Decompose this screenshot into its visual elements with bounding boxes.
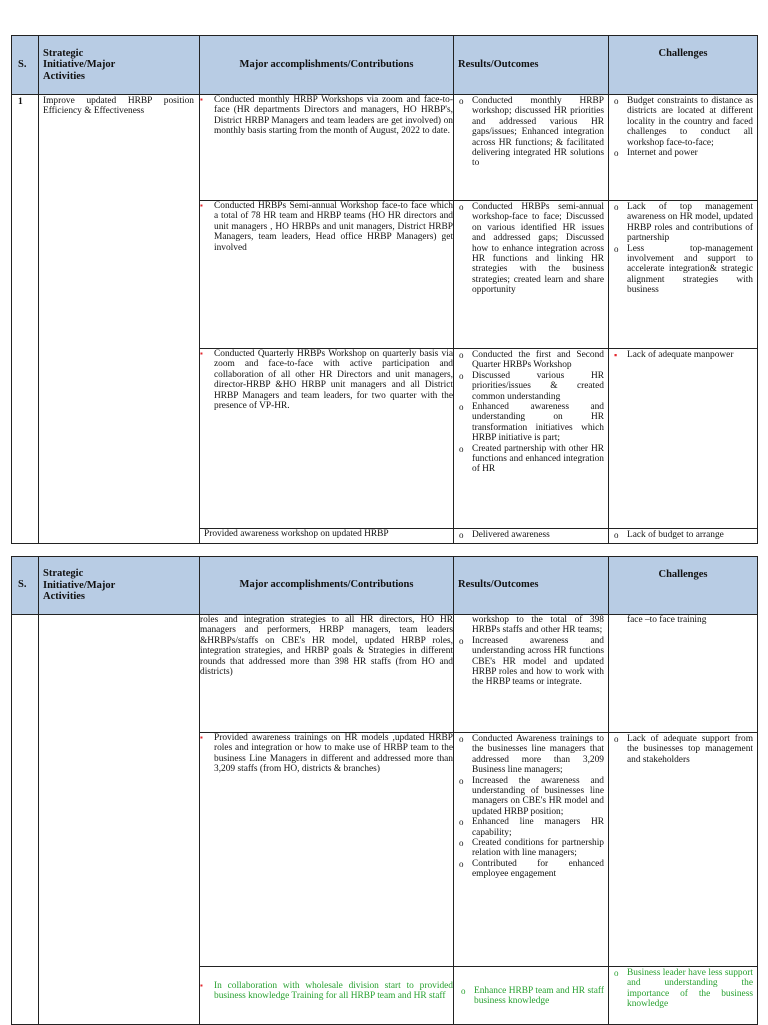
accomplishment-text: roles and integration strategies to all HR directors, HO HR managers and performers, HRBP managers, team leaders &HRBPs/staffs on CBE's HR model, updated HRBP roles, integration strategies, and HRBP goals & Strategies in different rounds that addressed more than 398 HR staffs (from HO and districts) [200,615,453,678]
challenges-cell [609,967,758,1025]
result-item: o Conducted the first and Second Quarter HRBPs Workshop [458,350,604,371]
red-square-bullet-icon: ▪ [200,95,203,104]
result-item: o Increased awareness and understanding across HR functions CBE's HR model and updated HRBP roles and how to work with the HRBP teams or integrate. [458,636,604,688]
result-item: o Enhanced line managers HR capability; [458,817,604,838]
hr-activities-table-1 [11,35,758,544]
red-square-bullet-icon: ▪ [200,981,203,990]
initiative-empty [39,615,200,1025]
results-cell [454,733,609,967]
accomplishment-cell [200,201,454,349]
accomplishment-text: Conducted monthly HRBP Workshops via zoom and face-to-face (HR departments Directors and managers, HO HRBP's, District HRBP Managers and team leaders are get involved) on monthly basis starting from the month of August, 2022 to date. [214,95,453,137]
header-initiative-line: Strategic [43,568,84,580]
results-cell [454,529,609,544]
accomplishment-cell [200,733,454,967]
header-initiative [39,557,200,615]
hr-activities-table-2 [11,556,758,1025]
header-results: Results/Outcomes [454,557,609,615]
challenges-cell [609,349,758,529]
header-challenges: Challenges [609,557,758,615]
challenges-cell [609,615,758,733]
challenge-item: o Lack of top management awareness on HR model, updated HRBP roles and contributions of partnership [613,202,753,244]
header-challenges: Challenges [609,36,758,95]
accomplishment-cell [200,529,454,544]
header-accomplishments: Major accomplishments/Contributions [200,557,454,615]
row-number-empty [12,615,39,1025]
result-item: o Conducted HRBPs semi-annual workshop-face to face; Discussed on various identified HR issues and addressed gaps; Discussed how to enhance integration across HR functions and linking HR strategies with the business strategies; created learn and share opportunity [458,202,604,296]
accomplishment-cell [200,349,454,529]
challenges-cell [609,201,758,349]
table-header-row [12,557,758,615]
header-sno: S. [12,36,39,95]
header-initiative-line: Activities [43,591,85,603]
table-row [12,615,758,733]
challenge-item: o Lack of budget to arrange [613,530,753,540]
challenge-item: o Business leader have less support and understanding the importance of the business knowledge [613,968,753,1010]
header-initiative-line: Initiative/Major [43,579,116,591]
header-initiative-line: Initiative/Major [43,59,116,71]
table-header-row [12,36,758,95]
challenge-continued-text: face –to face training [627,615,707,625]
results-cell [454,615,609,733]
header-initiative-line: Strategic [43,47,84,59]
challenge-item: o Less top-management involvement and support to accelerate integration& strategic alignment strategies with business [613,244,753,296]
red-square-bullet-icon: ▪ [200,733,203,742]
result-item: o Created partnership with other HR functions and enhanced integration of HR [458,444,604,475]
accomplishment-text: Conducted HRBPs Semi-annual Workshop face-to face which a total of 78 HR team and HRBP teams (HO HR directors and unit managers , HO HRBPs and unit managers, District HRBP Managers, team leaders, Head office HRBP Managers) get involved [214,201,453,253]
accomplishment-cell [200,615,454,733]
challenge-item: ▪ Lack of adequate manpower [613,350,753,360]
result-item: o Created conditions for partnership relation with line managers; [458,838,604,859]
result-item: o Increased the awareness and understanding of businesses line managers on CBE's HR model and updated HRBP position; [458,776,604,818]
challenges-cell [609,95,758,201]
red-square-bullet-icon: ▪ [200,349,203,358]
result-item: o Enhance HRBP team and HR staff business knowledge [460,986,604,1007]
header-initiative-line: Activities [43,70,85,82]
header-results: Results/Outcomes [454,36,609,95]
table-row [12,95,758,201]
header-sno: S. [12,557,39,615]
result-item: o Conducted Awareness trainings to the businesses line managers that addressed more than 3,209 Business line managers; [458,734,604,776]
initiative-text: Improve updated HRBP position Efficiency & Effectiveness [39,95,200,544]
accomplishment-text: In collaboration with wholesale division start to provided business knowledge Training for all HRBP team and HR staff [214,981,453,1002]
result-item: o Contributed for enhanced employee engagement [458,859,604,880]
result-item: o Enhanced awareness and understanding on HR transformation initiatives which HRBP initiative is part; [458,402,604,444]
results-cell [454,349,609,529]
accomplishment-cell [200,95,454,201]
result-item: o Conducted monthly HRBP workshop; discussed HR priorities and addressed various HR gaps/issues; Enhanced integration across HR functions; & facilitated delivering integrated HR solutions to [458,96,604,169]
challenges-cell [609,529,758,544]
results-cell [454,95,609,201]
challenge-item: o Lack of adequate support from the businesses top management and stakeholders [613,734,753,765]
challenge-item: o Internet and power [613,148,753,158]
result-item: o Delivered awareness [458,530,604,540]
results-cell [454,967,609,1025]
challenges-cell [609,733,758,967]
accomplishment-text: Provided awareness trainings on HR models ,updated HRBP roles and integration or how to make use of HRBP team to the business Line Managers in different and addressed more than 3,209 staffs (from HO, districts & branches) [214,733,453,775]
results-cell [454,201,609,349]
header-initiative [39,36,200,95]
row-number: 1 [12,95,39,544]
header-accomplishments: Major accomplishments/Contributions [200,36,454,95]
result-item: o Discussed various HR priorities/issues & created common understanding [458,371,604,402]
accomplishment-text: Provided awareness workshop on updated HRBP [204,529,389,539]
red-square-bullet-icon: ▪ [200,201,203,210]
accomplishment-cell [200,967,454,1025]
challenge-item: o Budget constraints to distance as districts are located at different locality in the country and faced challenges to conduct all workshop face-to-face; [613,96,753,148]
accomplishment-text: Conducted Quarterly HRBPs Workshop on quarterly basis via zoom and face-to-face with active participation and collaboration of all other HR Directors and unit managers, director-HRBP &HO HRBP unit managers and all District HRBP Managers and team leaders, for two quarter with the presence of VP-HR. [214,349,453,412]
result-continued-text: workshop to the total of 398 HRBPs staffs and other HR teams; [472,615,604,636]
